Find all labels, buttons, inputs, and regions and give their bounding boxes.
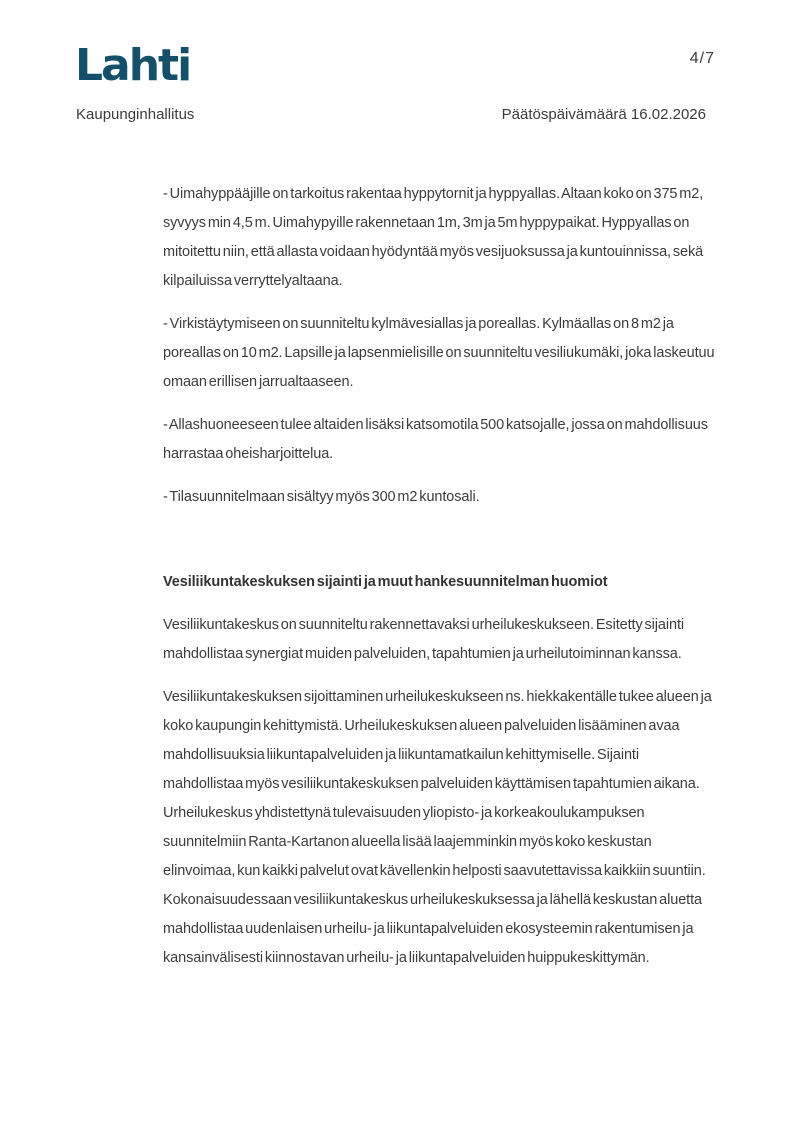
decision-date-label: Päätöspäivämäärä 16.02.2026 bbox=[501, 106, 706, 123]
page-header bbox=[75, 42, 715, 90]
bullet-paragraph: - Tilasuunnitelmaan sisältyy myös 300 m2 kuntosali. bbox=[163, 489, 480, 505]
page-number: 4/7 bbox=[689, 50, 715, 67]
lahti-city-logo: Lahti bbox=[75, 40, 191, 91]
bullet-paragraph: - Virkistäytymiseen on suunniteltu kylmävesiallas ja poreallas. Kylmäallas on 8 m2 ja poreallas on 10 m2. Lapsille ja lapsenmielisille on suunniteltu vesiliukumäki, joka laskeutuu omaan erillisen jarrualtaaseen. bbox=[163, 316, 715, 390]
document-body bbox=[163, 180, 720, 987]
document-meta-row bbox=[76, 106, 706, 123]
section-heading: Vesiliikuntakeskuksen sijainti ja muut hankesuunnitelman huomiot bbox=[163, 574, 608, 590]
body-paragraph: Vesiliikuntakeskus on suunniteltu rakennettavaksi urheilukeskukseen. Esitetty sijainti mahdollistaa synergiat muiden palveluiden, tapahtumien ja urheilutoiminnan kanssa. bbox=[163, 617, 685, 662]
bullet-paragraph: - Allashuoneeseen tulee altaiden lisäksi katsomotila 500 katsojalle, jossa on mahdollisuus harrastaa oheisharjoittelua. bbox=[163, 417, 708, 462]
bullet-paragraph: - Uimahyppääjille on tarkoitus rakentaa hyppytornit ja hyppyallas. Altaan koko on 375 m2, syvyys min 4,5 m. Uimahypyille rakennetaan 1m, 3m ja 5m hyppypaikat. Hyppyallas on mitoitettu niin, että allasta voidaan hyödyntää myös vesijuoksussa ja kuntouinnissa, sekä kilpailuissa verryttelyaltaana. bbox=[163, 186, 704, 289]
organization-label: Kaupunginhallitus bbox=[76, 106, 195, 123]
body-paragraph: Vesiliikuntakeskuksen sijoittaminen urheilukeskukseen ns. hiekkakentälle tukee alueen ja koko kaupungin kehittymistä. Urheilukeskuksen alueen palveluiden lisääminen avaa mahdollisuuksia liikuntapalveluiden ja liikuntamatkailun kehittymiselle. Sijainti mahdollistaa myös vesiliikuntakeskuksen palveluiden käyttämisen tapahtumien aikana. Urheilukeskus yhdistettynä tulevaisuuden yliopisto- ja korkeakoulukampuksen suunnitelmiin Ranta-Kartanon alueella lisää laajemminkin myös koko keskustan elinvoimaa, kun kaikki palvelut ovat kävellenkin helposti saavutettavissa kaikkiin suuntiin. Kokonaisuudessaan vesiliikuntakeskus urheilukeskuksessa ja lähellä keskustan aluetta mahdollistaa uudenlaisen urheilu- ja liikuntapalveluiden ekosysteemin rakentumisen ja kansainvälisesti kiinnostavan urheilu- ja liikuntapalveluiden huippukeskittymän. bbox=[163, 689, 712, 966]
